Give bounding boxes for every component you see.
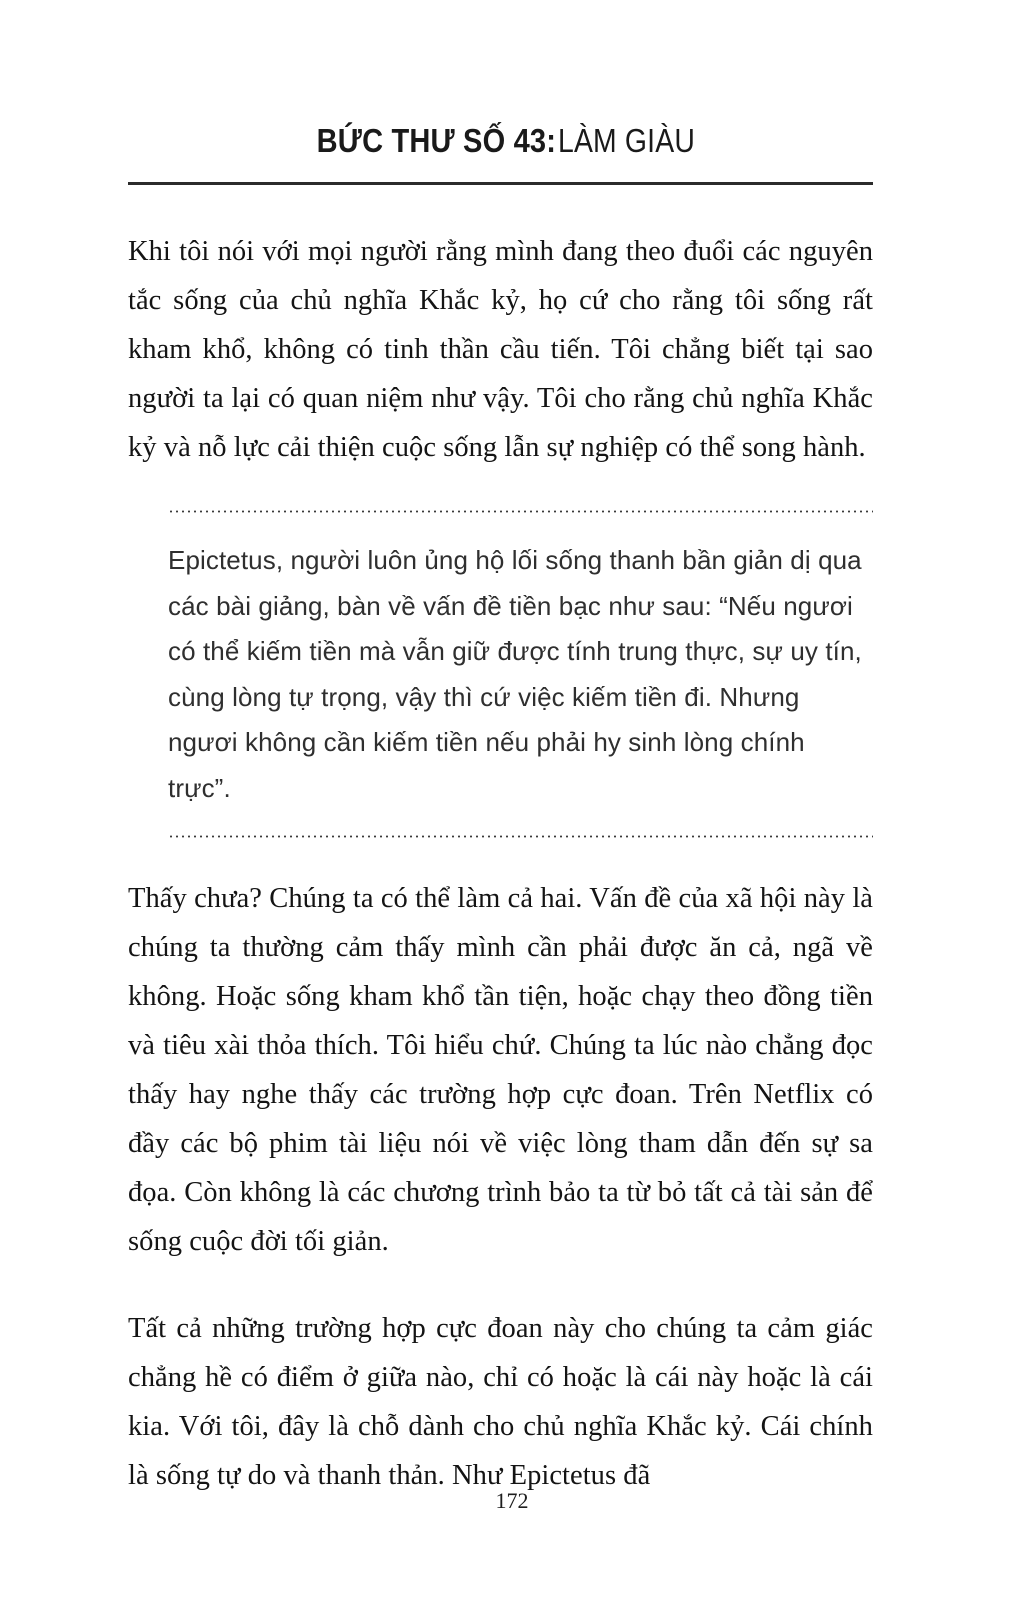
chapter-label: BỨC THƯ SỐ 43: [316, 122, 556, 159]
paragraph-3: Tất cả những trường hợp cực đoan này cho chúng ta cảm giác chẳng hề có điểm ở giữa nào, chỉ có hoặc là cái này hoặc là cái kia. Với tôi, đây là chỗ dành cho chủ nghĩa Khắc kỷ. Cái chính là sống tự do và thanh thản. Như Epictetus đã [128, 1313, 873, 1492]
title-divider [128, 182, 873, 185]
paragraph-2: Thấy chưa? Chúng ta có thể làm cả hai. Vấn đề của xã hội này là chúng ta thường cảm thấy mình cần phải được ăn cả, ngã về không. Hoặc sống kham khổ tần tiện, hoặc chạy theo đồng tiền và tiêu xài thỏa thích. Tôi hiểu chứ. Chúng ta lúc nào chẳng đọc thấy hay nghe thấy các trường hợp cực đoan. Trên Netflix có đầy các bộ phim tài liệu nói về việc lòng tham dẫn đến sự sa đọa. Còn không là các chương trình bảo ta từ bỏ tất cả tài sản để sống cuộc đời tối giản. [128, 883, 873, 1258]
quote-bottom-divider [168, 835, 873, 838]
page-number: 172 [495, 1488, 529, 1513]
chapter-name: LÀM GIÀU [557, 122, 695, 159]
page-content [128, 0, 873, 1500]
page-title [128, 0, 873, 159]
paragraph-1: Khi tôi nói với mọi người rằng mình đang theo đuổi các nguyên tắc sống của chủ nghĩa Khắc kỷ, họ cứ cho rằng tôi sống rất kham khổ, không có tinh thần cầu tiến. Tôi chẳng biết tại sao người ta lại có quan niệm như vậy. Tôi cho rằng chủ nghĩa Khắc kỷ và nỗ lực cải thiện cuộc sống lẫn sự nghiệp có thể song hành. [128, 236, 873, 464]
quote-block [168, 510, 873, 838]
quote-text: Epictetus, người luôn ủng hộ lối sống thanh bần giản dị qua các bài giảng, bàn về vấn đề tiền bạc như sau: “Nếu ngươi có thể kiếm tiền mà vẫn giữ được tính trung thực, sự uy tín, cùng lòng tự trọng, vậy thì cứ việc kiếm tiền đi. Nhưng ngươi không cần kiếm tiền nếu phải hy sinh lòng chính trực”. [168, 545, 862, 803]
